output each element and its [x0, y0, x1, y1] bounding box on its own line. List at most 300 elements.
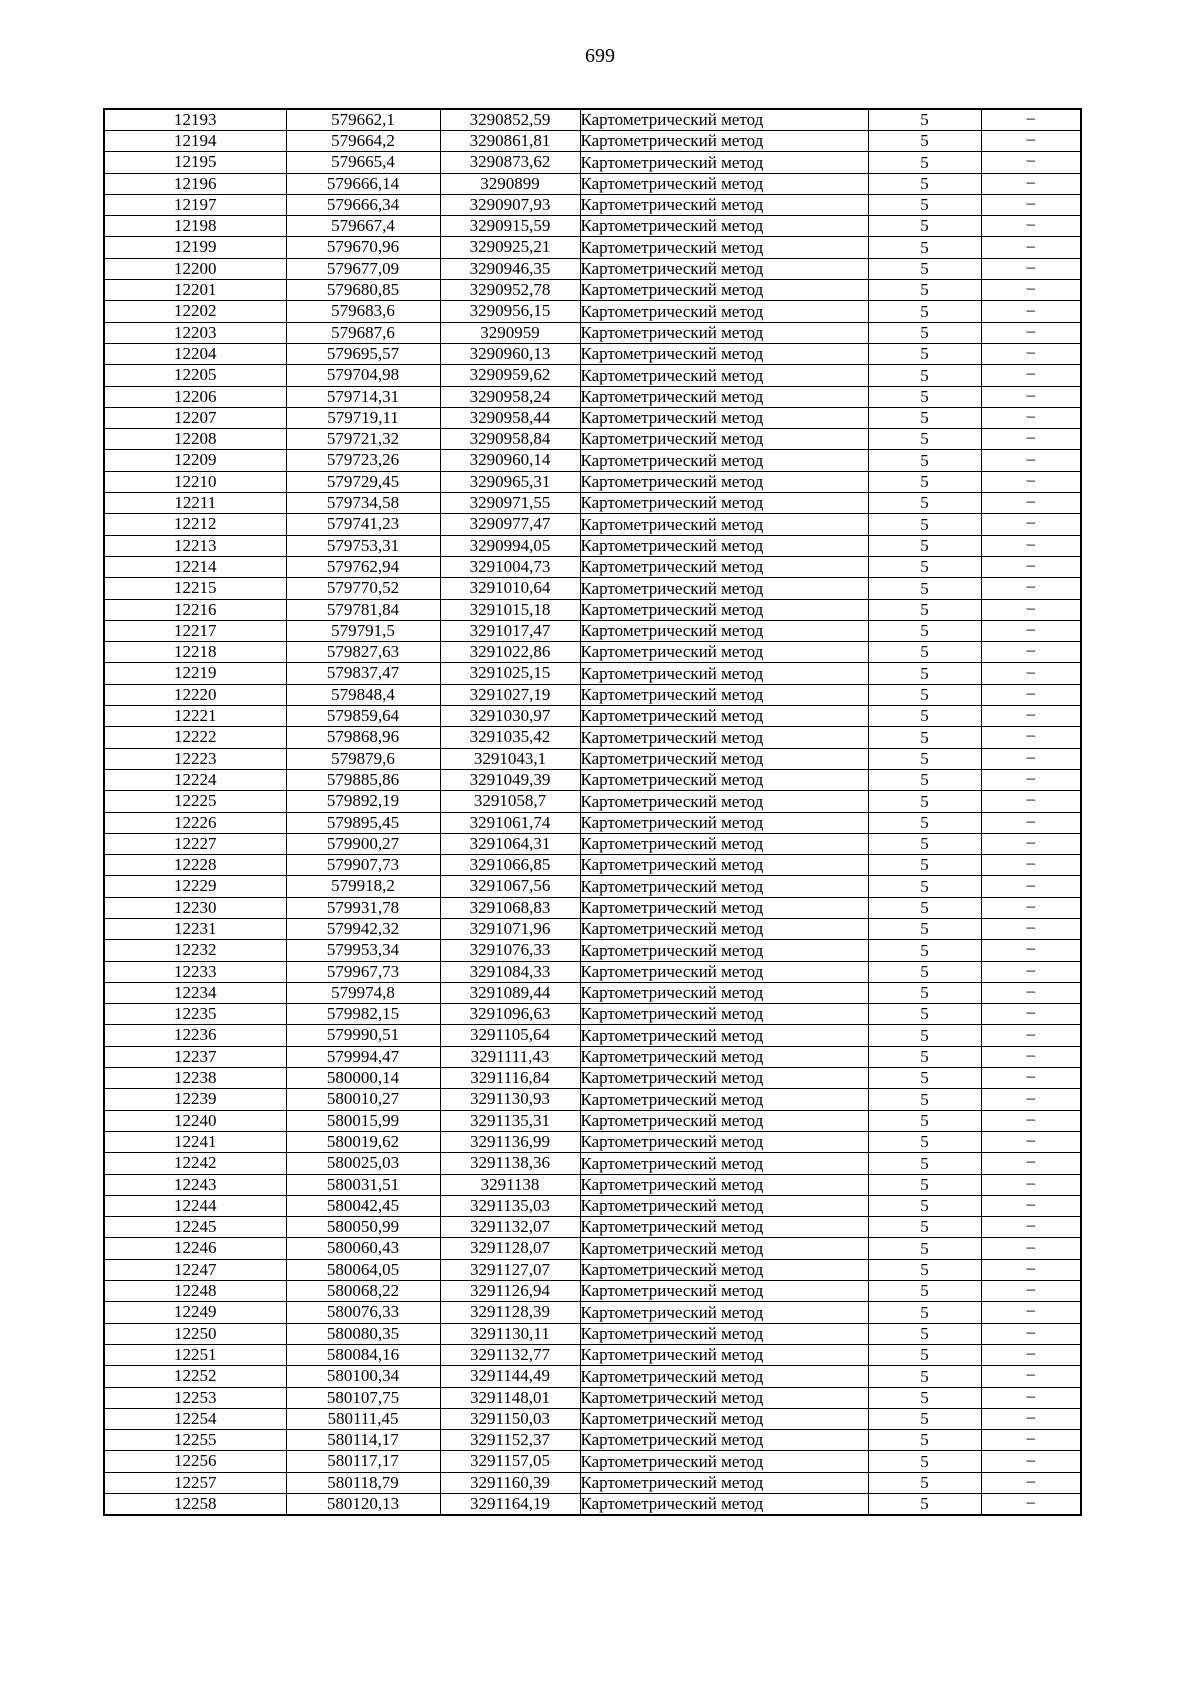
method-cell: Картометрический метод	[580, 748, 868, 769]
dash-cell	[981, 1046, 1081, 1067]
point-number-cell: 12220	[104, 684, 286, 705]
method-cell: Картометрический метод	[580, 982, 868, 1003]
accuracy-cell: 5	[868, 131, 981, 152]
table-row	[104, 1025, 1081, 1046]
dash-cell	[981, 514, 1081, 535]
point-number-cell: 12227	[104, 833, 286, 854]
table-row	[104, 684, 1081, 705]
method-cell: Картометрический метод	[580, 663, 868, 684]
dash-symbol: –	[1026, 641, 1035, 660]
x-coordinate-cell: 580064,05	[286, 1259, 440, 1280]
dash-symbol: –	[1026, 918, 1035, 937]
method-cell: Картометрический метод	[580, 1344, 868, 1365]
dash-cell	[981, 1387, 1081, 1408]
y-coordinate-cell: 3291064,31	[440, 833, 580, 854]
point-number-cell: 12233	[104, 961, 286, 982]
y-coordinate-cell: 3290958,24	[440, 386, 580, 407]
accuracy-cell: 5	[868, 1174, 981, 1195]
page-number: 699	[585, 45, 615, 67]
y-coordinate-cell: 3290956,15	[440, 301, 580, 322]
y-coordinate-cell: 3291035,42	[440, 727, 580, 748]
method-cell: Картометрический метод	[580, 407, 868, 428]
accuracy-cell: 5	[868, 599, 981, 620]
x-coordinate-cell: 579931,78	[286, 897, 440, 918]
point-number-cell: 12256	[104, 1451, 286, 1472]
table-row	[104, 535, 1081, 556]
dash-cell	[981, 620, 1081, 641]
point-number-cell: 12251	[104, 1344, 286, 1365]
method-cell: Картометрический метод	[580, 365, 868, 386]
point-number-cell: 12216	[104, 599, 286, 620]
dash-cell	[981, 131, 1081, 152]
point-number-cell: 12235	[104, 1004, 286, 1025]
dash-cell	[981, 1004, 1081, 1025]
point-number-cell: 12204	[104, 343, 286, 364]
x-coordinate-cell: 579680,85	[286, 280, 440, 301]
table-row	[104, 1281, 1081, 1302]
table-row	[104, 833, 1081, 854]
method-cell: Картометрический метод	[580, 493, 868, 514]
dash-symbol: –	[1026, 875, 1035, 894]
method-cell: Картометрический метод	[580, 940, 868, 961]
method-cell: Картометрический метод	[580, 1025, 868, 1046]
accuracy-cell: 5	[868, 407, 981, 428]
y-coordinate-cell: 3291138	[440, 1174, 580, 1195]
x-coordinate-cell: 580010,27	[286, 1089, 440, 1110]
method-cell: Картометрический метод	[580, 109, 868, 131]
y-coordinate-cell: 3290977,47	[440, 514, 580, 535]
dash-symbol: –	[1026, 1493, 1035, 1511]
method-cell: Картометрический метод	[580, 1366, 868, 1387]
method-cell: Картометрический метод	[580, 1131, 868, 1152]
method-cell: Картометрический метод	[580, 897, 868, 918]
method-cell: Картометрический метод	[580, 706, 868, 727]
x-coordinate-cell: 580019,62	[286, 1131, 440, 1152]
accuracy-cell: 5	[868, 706, 981, 727]
table-row	[104, 940, 1081, 961]
table-row	[104, 1366, 1081, 1387]
y-coordinate-cell: 3291116,84	[440, 1068, 580, 1089]
accuracy-cell: 5	[868, 855, 981, 876]
point-number-cell: 12250	[104, 1323, 286, 1344]
accuracy-cell: 5	[868, 982, 981, 1003]
method-cell: Картометрический метод	[580, 280, 868, 301]
dash-symbol: –	[1026, 1024, 1035, 1043]
point-number-cell: 12258	[104, 1494, 286, 1516]
x-coordinate-cell: 579885,86	[286, 769, 440, 790]
accuracy-cell: 5	[868, 1302, 981, 1323]
method-cell: Картометрический метод	[580, 194, 868, 215]
table-row	[104, 152, 1081, 173]
dash-symbol: –	[1026, 1237, 1035, 1256]
method-cell: Картометрический метод	[580, 131, 868, 152]
dash-cell	[981, 407, 1081, 428]
point-number-cell: 12199	[104, 237, 286, 258]
table-row	[104, 855, 1081, 876]
dash-cell	[981, 706, 1081, 727]
y-coordinate-cell: 3291148,01	[440, 1387, 580, 1408]
accuracy-cell: 5	[868, 450, 981, 471]
accuracy-cell: 5	[868, 556, 981, 577]
dash-cell	[981, 258, 1081, 279]
point-number-cell: 12205	[104, 365, 286, 386]
y-coordinate-cell: 3291067,56	[440, 876, 580, 897]
table-row	[104, 791, 1081, 812]
method-cell: Картометрический метод	[580, 1259, 868, 1280]
dash-cell	[981, 855, 1081, 876]
method-cell: Картометрический метод	[580, 769, 868, 790]
dash-symbol: –	[1026, 1472, 1035, 1490]
table-row	[104, 812, 1081, 833]
method-cell: Картометрический метод	[580, 1089, 868, 1110]
method-cell: Картометрический метод	[580, 1195, 868, 1216]
x-coordinate-cell: 580117,17	[286, 1451, 440, 1472]
accuracy-cell: 5	[868, 1025, 981, 1046]
y-coordinate-cell: 3290958,84	[440, 429, 580, 450]
x-coordinate-cell: 579734,58	[286, 493, 440, 514]
y-coordinate-cell: 3291164,19	[440, 1494, 580, 1516]
y-coordinate-cell: 3290925,21	[440, 237, 580, 258]
x-coordinate-cell: 579683,6	[286, 301, 440, 322]
y-coordinate-cell: 3291049,39	[440, 769, 580, 790]
table-row	[104, 642, 1081, 663]
point-number-cell: 12193	[104, 109, 286, 131]
table-row	[104, 620, 1081, 641]
dash-cell	[981, 1217, 1081, 1238]
dash-cell	[981, 918, 1081, 939]
method-cell: Картометрический метод	[580, 450, 868, 471]
y-coordinate-cell: 3290971,55	[440, 493, 580, 514]
accuracy-cell: 5	[868, 876, 981, 897]
dash-symbol: –	[1026, 1301, 1035, 1320]
method-cell: Картометрический метод	[580, 578, 868, 599]
x-coordinate-cell: 579677,09	[286, 258, 440, 279]
dash-cell	[981, 556, 1081, 577]
method-cell: Картометрический метод	[580, 322, 868, 343]
method-cell: Картометрический метод	[580, 429, 868, 450]
accuracy-cell: 5	[868, 1494, 981, 1516]
dash-cell	[981, 152, 1081, 173]
method-cell: Картометрический метод	[580, 237, 868, 258]
x-coordinate-cell: 580120,13	[286, 1494, 440, 1516]
dash-symbol: –	[1026, 343, 1035, 362]
accuracy-cell: 5	[868, 1430, 981, 1451]
x-coordinate-cell: 579781,84	[286, 599, 440, 620]
table-row	[104, 429, 1081, 450]
x-coordinate-cell: 579900,27	[286, 833, 440, 854]
x-coordinate-cell: 579695,57	[286, 343, 440, 364]
y-coordinate-cell: 3291043,1	[440, 748, 580, 769]
dash-cell	[981, 194, 1081, 215]
point-number-cell: 12202	[104, 301, 286, 322]
x-coordinate-cell: 579895,45	[286, 812, 440, 833]
y-coordinate-cell: 3290861,81	[440, 131, 580, 152]
x-coordinate-cell: 579953,34	[286, 940, 440, 961]
y-coordinate-cell: 3290965,31	[440, 471, 580, 492]
dash-symbol: –	[1026, 1408, 1035, 1426]
accuracy-cell: 5	[868, 1281, 981, 1302]
accuracy-cell: 5	[868, 1217, 981, 1238]
table-row	[104, 1089, 1081, 1110]
table-row	[104, 514, 1081, 535]
accuracy-cell: 5	[868, 514, 981, 535]
point-number-cell: 12203	[104, 322, 286, 343]
method-cell: Картометрический метод	[580, 684, 868, 705]
table-row	[104, 386, 1081, 407]
dash-cell	[981, 642, 1081, 663]
dash-symbol: –	[1026, 812, 1035, 830]
table-row	[104, 1238, 1081, 1259]
method-cell: Картометрический метод	[580, 343, 868, 364]
point-number-cell: 12240	[104, 1110, 286, 1131]
dash-symbol: –	[1026, 577, 1035, 596]
table-row	[104, 1472, 1081, 1493]
point-number-cell: 12208	[104, 429, 286, 450]
accuracy-cell: 5	[868, 1068, 981, 1089]
accuracy-cell: 5	[868, 216, 981, 237]
table-row	[104, 1344, 1081, 1365]
point-number-cell: 12257	[104, 1472, 286, 1493]
dash-symbol: –	[1026, 492, 1035, 511]
point-number-cell: 12249	[104, 1302, 286, 1323]
dash-cell	[981, 1323, 1081, 1344]
point-number-cell: 12217	[104, 620, 286, 641]
method-cell: Картометрический метод	[580, 1238, 868, 1259]
method-cell: Картометрический метод	[580, 216, 868, 237]
method-cell: Картометрический метод	[580, 1004, 868, 1025]
accuracy-cell: 5	[868, 791, 981, 812]
x-coordinate-cell: 580100,34	[286, 1366, 440, 1387]
point-number-cell: 12215	[104, 578, 286, 599]
x-coordinate-cell: 579729,45	[286, 471, 440, 492]
dash-cell	[981, 1344, 1081, 1365]
accuracy-cell: 5	[868, 961, 981, 982]
y-coordinate-cell: 3291157,05	[440, 1451, 580, 1472]
accuracy-cell: 5	[868, 386, 981, 407]
y-coordinate-cell: 3290959,62	[440, 365, 580, 386]
dash-symbol: –	[1026, 151, 1035, 170]
method-cell: Картометрический метод	[580, 961, 868, 982]
y-coordinate-cell: 3290958,44	[440, 407, 580, 428]
y-coordinate-cell: 3291076,33	[440, 940, 580, 961]
y-coordinate-cell: 3291058,7	[440, 791, 580, 812]
dash-cell	[981, 663, 1081, 684]
y-coordinate-cell: 3291010,64	[440, 578, 580, 599]
y-coordinate-cell: 3291127,07	[440, 1259, 580, 1280]
dash-cell	[981, 1174, 1081, 1195]
table-row	[104, 1408, 1081, 1429]
point-number-cell: 12242	[104, 1153, 286, 1174]
x-coordinate-cell: 580060,43	[286, 1238, 440, 1259]
x-coordinate-cell: 580015,99	[286, 1110, 440, 1131]
dash-symbol: –	[1026, 705, 1035, 724]
x-coordinate-cell: 579670,96	[286, 237, 440, 258]
point-number-cell: 12195	[104, 152, 286, 173]
dash-cell	[981, 1472, 1081, 1493]
point-number-cell: 12221	[104, 706, 286, 727]
point-number-cell: 12206	[104, 386, 286, 407]
table-row	[104, 493, 1081, 514]
accuracy-cell: 5	[868, 365, 981, 386]
method-cell: Картометрический метод	[580, 535, 868, 556]
dash-symbol: –	[1026, 194, 1035, 213]
accuracy-cell: 5	[868, 237, 981, 258]
y-coordinate-cell: 3291128,07	[440, 1238, 580, 1259]
y-coordinate-cell: 3290915,59	[440, 216, 580, 237]
table-row	[104, 769, 1081, 790]
point-number-cell: 12234	[104, 982, 286, 1003]
method-cell: Картометрический метод	[580, 642, 868, 663]
x-coordinate-cell: 579791,5	[286, 620, 440, 641]
dash-cell	[981, 940, 1081, 961]
point-number-cell: 12213	[104, 535, 286, 556]
y-coordinate-cell: 3291126,94	[440, 1281, 580, 1302]
accuracy-cell: 5	[868, 663, 981, 684]
dash-symbol: –	[1026, 1174, 1035, 1192]
point-number-cell: 12253	[104, 1387, 286, 1408]
y-coordinate-cell: 3291068,83	[440, 897, 580, 918]
method-cell: Картометрический метод	[580, 1408, 868, 1429]
table-row	[104, 578, 1081, 599]
table-row	[104, 1131, 1081, 1152]
accuracy-cell: 5	[868, 578, 981, 599]
dash-cell	[981, 1408, 1081, 1429]
table-row	[104, 748, 1081, 769]
dash-cell	[981, 1195, 1081, 1216]
table-row	[104, 1387, 1081, 1408]
y-coordinate-cell: 3291022,86	[440, 642, 580, 663]
dash-symbol: –	[1026, 961, 1035, 979]
accuracy-cell: 5	[868, 1195, 981, 1216]
method-cell: Картометрический метод	[580, 812, 868, 833]
point-number-cell: 12255	[104, 1430, 286, 1451]
table-row	[104, 1195, 1081, 1216]
point-number-cell: 12237	[104, 1046, 286, 1067]
x-coordinate-cell: 580080,35	[286, 1323, 440, 1344]
x-coordinate-cell: 579990,51	[286, 1025, 440, 1046]
table-row	[104, 237, 1081, 258]
point-number-cell: 12236	[104, 1025, 286, 1046]
dash-cell	[981, 1153, 1081, 1174]
dash-symbol: –	[1026, 236, 1035, 255]
y-coordinate-cell: 3290994,05	[440, 535, 580, 556]
accuracy-cell: 5	[868, 343, 981, 364]
point-number-cell: 12201	[104, 280, 286, 301]
table-row	[104, 131, 1081, 152]
dash-cell	[981, 365, 1081, 386]
method-cell: Картометрический метод	[580, 727, 868, 748]
table-row	[104, 1217, 1081, 1238]
dash-cell	[981, 1238, 1081, 1259]
dash-symbol: –	[1026, 300, 1035, 319]
y-coordinate-cell: 3290960,14	[440, 450, 580, 471]
table-row	[104, 663, 1081, 684]
dash-cell	[981, 599, 1081, 620]
y-coordinate-cell: 3290852,59	[440, 109, 580, 131]
x-coordinate-cell: 579719,11	[286, 407, 440, 428]
point-number-cell: 12228	[104, 855, 286, 876]
method-cell: Картометрический метод	[580, 301, 868, 322]
x-coordinate-cell: 579942,32	[286, 918, 440, 939]
y-coordinate-cell: 3291144,49	[440, 1366, 580, 1387]
point-number-cell: 12239	[104, 1089, 286, 1110]
x-coordinate-cell: 580107,75	[286, 1387, 440, 1408]
point-number-cell: 12209	[104, 450, 286, 471]
point-number-cell: 12246	[104, 1238, 286, 1259]
dash-symbol: –	[1026, 1003, 1035, 1022]
dash-symbol: –	[1026, 1131, 1035, 1150]
y-coordinate-cell: 3290899	[440, 173, 580, 194]
table-row	[104, 982, 1081, 1003]
method-cell: Картометрический метод	[580, 1430, 868, 1451]
x-coordinate-cell: 580025,03	[286, 1153, 440, 1174]
dash-cell	[981, 237, 1081, 258]
method-cell: Картометрический метод	[580, 876, 868, 897]
dash-cell	[981, 1025, 1081, 1046]
table-row	[104, 301, 1081, 322]
dash-cell	[981, 1110, 1081, 1131]
dash-cell	[981, 280, 1081, 301]
dash-cell	[981, 535, 1081, 556]
table-row	[104, 258, 1081, 279]
x-coordinate-cell: 579837,47	[286, 663, 440, 684]
point-number-cell: 12225	[104, 791, 286, 812]
point-number-cell: 12197	[104, 194, 286, 215]
method-cell: Картометрический метод	[580, 1387, 868, 1408]
accuracy-cell: 5	[868, 258, 981, 279]
dash-cell	[981, 450, 1081, 471]
y-coordinate-cell: 3291096,63	[440, 1004, 580, 1025]
y-coordinate-cell: 3291135,03	[440, 1195, 580, 1216]
dash-cell	[981, 812, 1081, 833]
method-cell: Картометрический метод	[580, 1153, 868, 1174]
dash-cell	[981, 109, 1081, 131]
method-cell: Картометрический метод	[580, 1472, 868, 1493]
point-number-cell: 12244	[104, 1195, 286, 1216]
x-coordinate-cell: 579770,52	[286, 578, 440, 599]
dash-symbol: –	[1026, 130, 1035, 149]
method-cell: Картометрический метод	[580, 833, 868, 854]
dash-symbol: –	[1026, 1365, 1035, 1384]
dash-symbol: –	[1026, 982, 1035, 1001]
accuracy-cell: 5	[868, 1004, 981, 1025]
y-coordinate-cell: 3291061,74	[440, 812, 580, 833]
point-number-cell: 12243	[104, 1174, 286, 1195]
table-row	[104, 556, 1081, 577]
accuracy-cell: 5	[868, 684, 981, 705]
table-row	[104, 1302, 1081, 1323]
method-cell: Картометрический метод	[580, 1174, 868, 1195]
y-coordinate-cell: 3290959	[440, 322, 580, 343]
accuracy-cell: 5	[868, 1046, 981, 1067]
point-number-cell: 12223	[104, 748, 286, 769]
dash-cell	[981, 961, 1081, 982]
table-row	[104, 918, 1081, 939]
point-number-cell: 12254	[104, 1408, 286, 1429]
accuracy-cell: 5	[868, 940, 981, 961]
x-coordinate-cell: 579892,19	[286, 791, 440, 812]
dash-symbol: –	[1026, 748, 1035, 766]
accuracy-cell: 5	[868, 833, 981, 854]
dash-symbol: –	[1026, 535, 1035, 553]
table-row	[104, 1046, 1081, 1067]
dash-symbol: –	[1026, 109, 1035, 127]
dash-symbol: –	[1026, 662, 1035, 681]
x-coordinate-cell: 579982,15	[286, 1004, 440, 1025]
dash-symbol: –	[1026, 897, 1035, 915]
accuracy-cell: 5	[868, 642, 981, 663]
point-number-cell: 12212	[104, 514, 286, 535]
